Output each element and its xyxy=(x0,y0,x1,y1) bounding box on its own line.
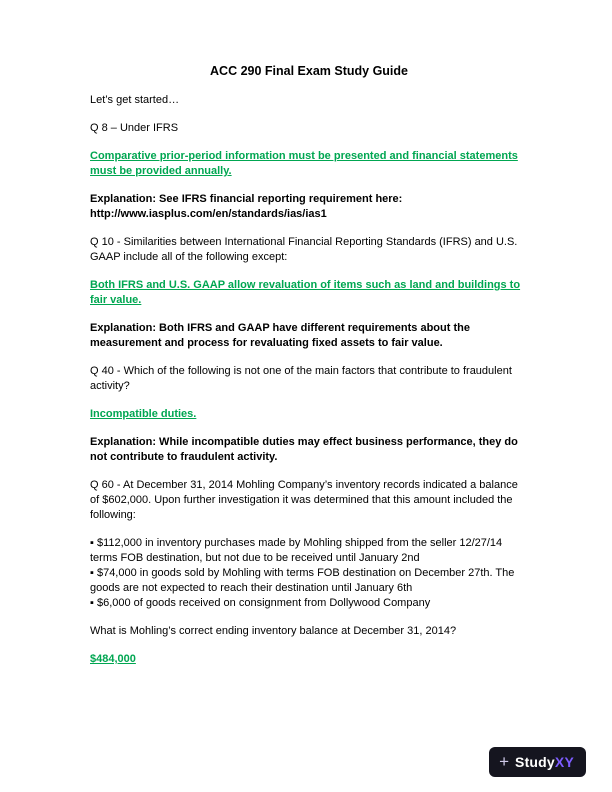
q60-bullet-list xyxy=(90,536,528,611)
q40-explanation: Explanation: While incompatible duties may effect business performance, they do not contribute to fraudulent activity. xyxy=(90,436,518,463)
intro-text: Let’s get started… xyxy=(90,94,180,106)
ifrs-standards-link[interactable]: http://www.iasplus.com/en/standards/ias/ias1 xyxy=(90,208,327,220)
q40-answer xyxy=(90,407,528,422)
logo-text-xy: XY xyxy=(554,754,574,770)
q10-answer xyxy=(90,278,528,308)
q40-heading: Q 40 - Which of the following is not one of the main factors that contribute to fraudulent activity? xyxy=(90,365,512,392)
q8-explanation-line1: Explanation: See IFRS financial reporting requirement here: xyxy=(90,193,403,205)
bullet-item: ▪ $112,000 in inventory purchases made by Mohling shipped from the seller 12/27/14 terms FOB destination, but not due to be received until January 2nd xyxy=(90,537,503,564)
q10-explanation: Explanation: Both IFRS and GAAP have different requirements about the measurement and process for revaluating fixed assets to fair value. xyxy=(90,322,470,349)
q8-answer xyxy=(90,149,528,179)
q40-answer-text: Incompatible duties. xyxy=(90,408,197,420)
q10-answer-text: Both IFRS and U.S. GAAP allow revaluation of items such as land and buildings to fair value. xyxy=(90,279,521,306)
q60-answer xyxy=(90,652,528,667)
q60-heading: Q 60 - At December 31, 2014 Mohling Company’s inventory records indicated a balance of $602,000. Upon further investigation it was determined that this amount included the following: xyxy=(90,479,518,521)
q8-answer-text: Comparative prior-period information must be presented and financial statements must be provided annually. xyxy=(90,150,518,177)
q60-answer-text: $484,000 xyxy=(90,653,136,665)
studyxy-logo xyxy=(489,747,586,777)
bullet-item: ▪ $74,000 in goods sold by Mohling with terms FOB destination on December 27th. The goods are not expected to reach their destination until January 6th xyxy=(90,567,515,594)
logo-text xyxy=(515,754,574,770)
logo-text-study: Study xyxy=(515,754,555,770)
q8-heading: Q 8 – Under IFRS xyxy=(90,122,179,134)
document-title: ACC 290 Final Exam Study Guide xyxy=(210,64,408,78)
q10-heading: Q 10 - Similarities between International Financial Reporting Standards (IFRS) and U.S. GAAP include all of the following except: xyxy=(90,236,518,263)
plus-icon: + xyxy=(499,751,510,771)
q60-question: What is Mohling’s correct ending inventory balance at December 31, 2014? xyxy=(90,625,457,637)
q8-explanation xyxy=(90,192,528,222)
bullet-item: ▪ $6,000 of goods received on consignment from Dollywood Company xyxy=(90,597,431,609)
